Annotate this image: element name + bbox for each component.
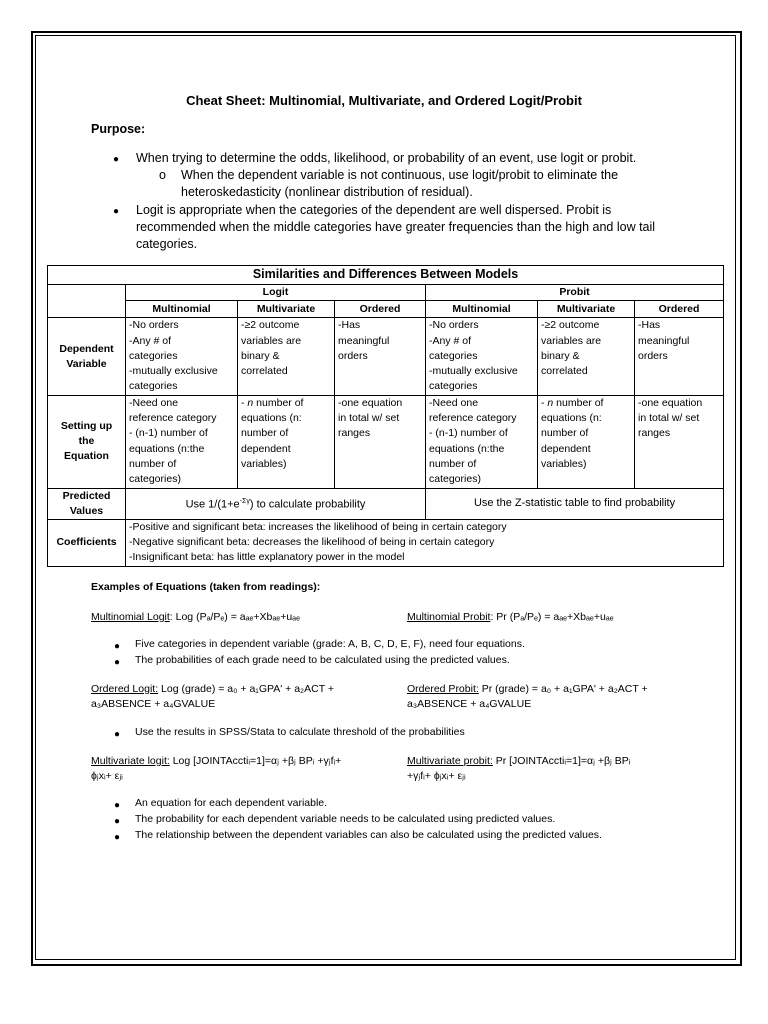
bullet-dot: ● (113, 206, 120, 217)
col-header-logit-multinomial: Multinomial (126, 301, 238, 318)
cell-logit-multinomial-setup: -Need one reference category - (n-1) number of equations (n:the number of categories) (126, 395, 238, 488)
cell-probit-multivariate-setup: - n number of equations (n: number of dependent variables) (538, 395, 635, 488)
table-title: Similarities and Differences Between Models (48, 266, 724, 285)
cell-probit-ordered-setup: -one equation in total w/ set ranges (635, 395, 724, 488)
cell-logit-multivariate-dependent: -≥2 outcome variables are binary & correlated (238, 318, 335, 395)
sub-bullet-marker: o (159, 168, 166, 182)
cell-logit-predicted: Use $1/(1+e^{-\Sigma\gamma})$ to calculate probability (126, 488, 426, 519)
bullet-dot: ● (114, 657, 121, 668)
bullet-dot: ● (114, 729, 121, 740)
bullet-dot: ● (114, 641, 121, 652)
col-header-probit-ordered: Ordered (635, 301, 724, 318)
purpose-bullet-2-line-3: categories. (136, 237, 198, 251)
purpose-bullet-1: When trying to determine the odds, likelihood, or probability of an event, use logit or probit. (136, 151, 637, 165)
bullet-dot: ● (114, 832, 121, 843)
bullet-dot: ● (114, 800, 121, 811)
example-bullet-5: The probability for each dependent variable needs to be calculated using predicted values. (135, 813, 556, 825)
cell-coefficients: -Positive and significant beta: increases the likelihood of being in certain category -Negative significant beta: decreases the likelihood of being in certain category -Insignificant beta: has little explanatory power in the model (126, 519, 724, 566)
cell-probit-multinomial-dependent: -No orders -Any # of categories -mutually exclusive categories (426, 318, 538, 395)
example-bullet-6: The relationship between the dependent variables can also be calculated using the predicted values. (135, 829, 602, 841)
row-header-predicted-values: Predicted Values (48, 488, 126, 519)
cell-logit-ordered-dependent: -Has meaningful orders (335, 318, 426, 395)
cell-logit-ordered-setup: -one equation in total w/ set ranges (335, 395, 426, 488)
ordered-logit-equation: Ordered Logit: Log (grade) = a₀ + a₁GPA' + a₂ACT + a₃ABSENCE + a₄GVALUE (91, 683, 334, 710)
cell-probit-multinomial-setup: -Need one reference category - (n-1) number of equations (n:the number of categories) (426, 395, 538, 488)
example-bullet-4: An equation for each dependent variable. (135, 797, 328, 809)
comparison-table (47, 265, 724, 567)
corner-cell (48, 285, 126, 318)
row-header-dependent-variable: Dependent Variable (48, 318, 126, 395)
cell-probit-ordered-dependent: -Has meaningful orders (635, 318, 724, 395)
bullet-dot: ● (114, 816, 121, 827)
purpose-bullet-2-line-1: Logit is appropriate when the categories of the dependent are well dispersed. Probit is (136, 203, 612, 217)
col-header-probit-multivariate: Multivariate (538, 301, 635, 318)
ordered-probit-equation: Ordered Probit: Pr (grade) = a₀ + a₁GPA' + a₂ACT + a₃ABSENCE + a₄GVALUE (407, 683, 648, 710)
purpose-sub-bullet-line-1: When the dependent variable is not continuous, use logit/probit to eliminate the (181, 168, 619, 182)
example-bullet-1: Five categories in dependent variable (grade: A, B, C, D, E, F), need four equations. (135, 638, 525, 650)
multivariate-logit-equation: Multivariate logit: Log [JOINTAcctiᵢ=1]=αⱼ +βⱼ BPᵢ +γⱼfᵢ+ ϕⱼxᵢ+ εⱼᵢ (91, 755, 342, 782)
probit-group-header: Probit (426, 285, 724, 301)
multinomial-logit-equation: Multinomial Logit: Log (Pₐ/Pₑ) = aₐₑ+Xbₐₑ+uₐₑ (91, 611, 300, 623)
document-title: Cheat Sheet: Multinomial, Multivariate, and Ordered Logit/Probit (186, 93, 582, 108)
row-header-setting-up-equation: Setting up the Equation (48, 395, 126, 488)
row-header-coefficients: Coefficients (48, 519, 126, 566)
examples-heading: Examples of Equations (taken from readings): (91, 581, 321, 593)
example-bullet-2: The probabilities of each grade need to be calculated using the predicted values. (135, 654, 510, 666)
col-header-probit-multinomial: Multinomial (426, 301, 538, 318)
purpose-sub-bullet-line-2: heteroskedasticity (nonlinear distribution of residual). (181, 185, 473, 199)
cell-probit-multivariate-dependent: -≥2 outcome variables are binary & correlated (538, 318, 635, 395)
col-header-logit-multivariate: Multivariate (238, 301, 335, 318)
purpose-heading: Purpose: (91, 122, 146, 136)
example-bullet-3: Use the results in SPSS/Stata to calculate threshold of the probabilities (135, 726, 465, 738)
cell-logit-multivariate-setup: - n number of equations (n: number of dependent variables) (238, 395, 335, 488)
multinomial-probit-equation: Multinomial Probit: Pr (Pₐ/Pₑ) = aₐₑ+Xbₐₑ+uₐₑ (407, 611, 614, 623)
cell-probit-predicted: Use the Z-statistic table to find probability (426, 488, 724, 519)
multivariate-probit-equation: Multivariate probit: Pr [JOINTAcctiᵢ=1]=αⱼ +βⱼ BPᵢ +γⱼfᵢ+ ϕⱼxᵢ+ εⱼᵢ (407, 755, 631, 782)
cell-logit-multinomial-dependent: -No orders -Any # of categories -mutually exclusive categories (126, 318, 238, 395)
col-header-logit-ordered: Ordered (335, 301, 426, 318)
bullet-dot: ● (113, 154, 120, 165)
logit-group-header: Logit (126, 285, 426, 301)
purpose-bullet-2-line-2: recommended when the middle categories have greater frequencies than the high and low tail (136, 220, 656, 234)
